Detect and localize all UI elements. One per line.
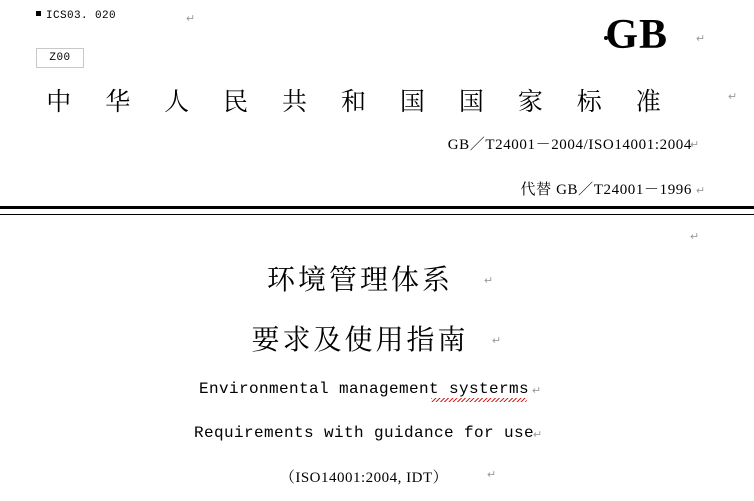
- paragraph-mark-icon: ↵: [533, 429, 543, 441]
- document-title-cn-line2: 要求及使用指南: [251, 323, 469, 356]
- divider-thick: [0, 206, 754, 209]
- paragraph-mark-icon: ↵: [487, 469, 497, 481]
- paragraph-mark-icon: ↵: [690, 139, 700, 151]
- paragraph-mark-icon: ↵: [484, 275, 494, 287]
- document-title-en-line2: Requirements with guidance for use: [193, 424, 535, 442]
- paragraph-mark-icon: ↵: [492, 335, 502, 347]
- paragraph-mark-icon: ↵: [696, 33, 706, 45]
- ics-classification-line: [36, 10, 116, 22]
- paragraph-mark-icon: ↵: [690, 231, 700, 243]
- gb-logo: GB: [605, 12, 668, 58]
- document-title-note: （ISO14001:2004, IDT）: [279, 470, 449, 486]
- paragraph-mark-icon: ↵: [532, 385, 542, 397]
- paragraph-mark-icon: ↵: [186, 13, 196, 25]
- paragraph-mark-icon: ↵: [696, 185, 706, 197]
- national-standard-heading: 中 华 人 民 共 和 国 国 家 标 准: [46, 87, 674, 116]
- bullet-icon: [36, 11, 41, 16]
- divider-thin: [0, 214, 754, 215]
- document-title-cn-line1: 环境管理体系: [266, 263, 453, 296]
- ics-label: ICS03. 020: [46, 10, 117, 22]
- spellcheck-underline: [431, 398, 527, 402]
- document-title-en-line1: Environmental management systerms: [198, 380, 530, 398]
- standard-replaces: 代替 GB／T24001－1996: [520, 182, 692, 198]
- standard-number: GB／T24001－2004/ISO14001:2004: [447, 137, 692, 153]
- classification-code-box: Z00: [36, 48, 84, 68]
- paragraph-mark-icon: ↵: [728, 91, 738, 103]
